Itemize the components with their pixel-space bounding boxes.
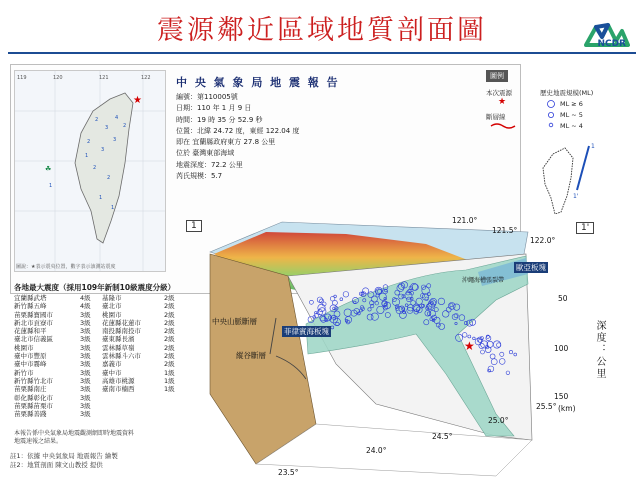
intensity-station: 花蓮縣花蓮市 xyxy=(102,318,141,327)
section-corner-right: 1' xyxy=(576,222,594,234)
intensity-station: 苗栗縣寶國市 xyxy=(14,310,53,319)
intensity-level: 2級 xyxy=(164,360,175,369)
svg-text:★: ★ xyxy=(133,95,142,106)
svg-text:3: 3 xyxy=(113,137,117,143)
intensity-station: 臺中市 xyxy=(102,368,122,377)
svg-text:2: 2 xyxy=(123,123,127,129)
intensity-level: 3級 xyxy=(80,310,91,319)
intensity-level: 3級 xyxy=(80,393,91,402)
intensity-row xyxy=(14,394,186,402)
intensity-station: 臺北市 xyxy=(102,302,122,311)
intensity-station: 雲林縣草嶺 xyxy=(102,343,135,352)
intensity-station: 南投縣南投市 xyxy=(102,327,141,336)
intensity-level: 2級 xyxy=(164,335,175,344)
depth-axis-label: 深度：公里 xyxy=(594,320,605,380)
intensity-row xyxy=(14,402,186,410)
label-eurasian-plate: 歐亞板塊 xyxy=(516,263,546,272)
label-okinawa-trough: 沖繩海槽張裂帶 xyxy=(462,277,505,284)
intensity-station xyxy=(102,402,164,410)
intensity-station: 苗栗縣苗栗市 xyxy=(14,401,53,410)
lon-tick: 122.0° xyxy=(530,236,556,245)
intensity-level: 3級 xyxy=(80,327,91,336)
report-note xyxy=(14,430,134,446)
svg-text:1: 1 xyxy=(111,205,115,211)
intensity-level: 3級 xyxy=(80,401,91,410)
intensity-station xyxy=(102,410,164,418)
intensity-row xyxy=(14,369,186,377)
intensity-station: 宜蘭縣武塔 xyxy=(14,294,47,302)
intensity-station: 新竹縣竹北市 xyxy=(14,376,53,385)
intensity-row xyxy=(14,344,186,352)
svg-text:3: 3 xyxy=(105,125,109,131)
svg-text:119: 119 xyxy=(17,75,27,81)
epicenter-map xyxy=(14,70,166,272)
intensity-level: 3級 xyxy=(80,376,91,385)
logo-text: NCDR xyxy=(597,39,626,49)
intensity-table xyxy=(14,294,186,418)
report-line: 即在 宜蘭縣政府東方 27.8 公里 xyxy=(176,138,276,147)
intensity-level: 2級 xyxy=(164,343,175,352)
intensity-level: 3級 xyxy=(80,318,91,327)
legend-history-title: 歷史地震規模(ML) xyxy=(540,89,594,97)
lon-tick: 121.5° xyxy=(492,226,518,235)
credits xyxy=(10,452,118,469)
intensity-row xyxy=(14,319,186,327)
svg-text:1: 1 xyxy=(49,183,53,189)
intensity-station: 臺南市楠西 xyxy=(102,385,135,394)
svg-text:121: 121 xyxy=(99,75,109,81)
intensity-level: 1級 xyxy=(164,385,175,394)
intensity-level: 2級 xyxy=(164,310,175,319)
svg-text:120: 120 xyxy=(53,75,63,81)
intensity-level: 2級 xyxy=(164,327,175,336)
fault-line-icon xyxy=(490,122,516,130)
legend-fault-label: 斷層線 xyxy=(486,113,506,121)
inset-top-label: 1 xyxy=(591,143,595,150)
intensity-station: 新竹市 xyxy=(14,368,34,377)
intensity-station: 桃園市 xyxy=(102,310,122,319)
svg-text:1: 1 xyxy=(85,153,89,159)
svg-text:2: 2 xyxy=(107,175,111,181)
intensity-row xyxy=(14,335,186,343)
report-line: 地震深度：72.2 公里 xyxy=(176,160,243,169)
intensity-level: 3級 xyxy=(80,335,91,344)
section-corner-left: 1 xyxy=(186,220,202,232)
intensity-station xyxy=(102,394,164,402)
lat-tick: 24.0° xyxy=(366,446,387,455)
report-line: 位於 臺灣東部海域 xyxy=(176,149,235,158)
intensity-row xyxy=(14,311,186,319)
intensity-station: 苗栗縣善踐 xyxy=(14,410,47,419)
intensity-station: 桃園市 xyxy=(14,343,34,352)
lon-tick: 121.0° xyxy=(452,216,478,225)
magnitude-circles-icon xyxy=(546,99,556,133)
legend-mag-item: ML ~ 4 xyxy=(560,122,583,130)
intensity-level: 3級 xyxy=(80,343,91,352)
intensity-level: 4級 xyxy=(80,302,91,311)
lat-tick: 24.5° xyxy=(432,432,453,441)
note-line: 本報告係中央氣象局地震觀測網即時地震資料 xyxy=(14,430,135,437)
intensity-station: 臺中市豐原 xyxy=(14,352,47,361)
intensity-row xyxy=(14,410,186,418)
intensity-row xyxy=(14,385,186,393)
svg-text:3: 3 xyxy=(101,147,105,153)
intensity-level: 1級 xyxy=(164,368,175,377)
label-philippine-plate: 菲律賓海板塊 xyxy=(284,327,329,336)
intensity-station: 新竹縣五峰 xyxy=(14,302,47,311)
lat-tick: 25.0° xyxy=(488,416,509,425)
svg-text:2: 2 xyxy=(87,139,91,145)
intensity-station: 苗栗縣南庄 xyxy=(14,385,47,394)
intensity-level: 4級 xyxy=(80,294,91,302)
depth-tick: 150 xyxy=(554,392,569,401)
intensity-station: 雲林縣斗六市 xyxy=(102,352,141,361)
intensity-level: 2級 xyxy=(164,302,175,311)
intensity-title: 各地最大震度（採用109年新制10級震度分級） xyxy=(14,283,176,292)
geological-block-diagram xyxy=(196,214,576,482)
intensity-level: 2級 xyxy=(164,294,175,302)
svg-text:122: 122 xyxy=(141,75,151,81)
report-line: 編號：第110005號 xyxy=(176,93,238,101)
legend-heading: 圖例 xyxy=(486,70,508,82)
intensity-level: 3級 xyxy=(80,368,91,377)
epicenter-star-icon: ★ xyxy=(464,339,475,353)
intensity-level xyxy=(164,402,186,410)
intensity-station: 彰化縣彰化市 xyxy=(14,393,53,402)
section-line-inset-map xyxy=(533,140,608,220)
intensity-station: 臺中市霧峰 xyxy=(14,360,47,369)
inset-bottom-label: 1' xyxy=(573,193,579,200)
page-title: 震源鄰近區域地質剖面圖 xyxy=(157,15,487,46)
svg-text:2: 2 xyxy=(95,117,99,123)
intensity-level xyxy=(164,410,186,418)
note-line: 地震速報之結果。 xyxy=(14,438,63,445)
km-unit-label: (km) xyxy=(558,404,576,413)
intensity-level: 3級 xyxy=(80,410,91,419)
report-line: 日期：110 年 1 月 9 日 xyxy=(176,104,252,113)
intensity-station: 新北市貢寮市 xyxy=(14,318,53,327)
report-line: 位置：北緯 24.72 度，東經 122.04 度 xyxy=(176,126,300,135)
title-rule xyxy=(8,52,636,54)
intensity-station: 嘉義市 xyxy=(102,360,122,369)
report-line: 芮氏規模：5.7 xyxy=(176,172,223,181)
depth-tick: 100 xyxy=(554,344,569,353)
intensity-level: 3級 xyxy=(80,385,91,394)
intensity-station: 臺東縣長濱 xyxy=(102,335,135,344)
intensity-station: 花蓮縣和平 xyxy=(14,327,47,336)
intensity-station: 臺北市信義區 xyxy=(14,335,53,344)
svg-text:1: 1 xyxy=(99,195,103,201)
intensity-level: 2級 xyxy=(164,352,175,361)
label-central-range-fault: 中央山脈斷層 xyxy=(212,317,257,326)
credit-line: 註1：依據 中央氣象局 地震報告 繪製 xyxy=(10,452,118,460)
svg-text:4: 4 xyxy=(115,115,119,121)
intensity-level xyxy=(164,394,186,402)
intensity-row xyxy=(14,360,186,368)
map-caption: 圖說：★表示震央位置，數字表示該測站震度 xyxy=(16,264,116,270)
label-longitudinal-valley-fault: 縱谷斷層 xyxy=(236,351,266,360)
intensity-level: 2級 xyxy=(164,318,175,327)
report-line: 時間：19 時 35 分 52.9 秒 xyxy=(176,115,263,124)
lat-tick: 25.5° xyxy=(536,402,557,411)
intensity-station: 基隆市 xyxy=(102,294,122,302)
legend-mag-item: ML ≥ 6 xyxy=(560,100,583,108)
intensity-level: 3級 xyxy=(80,352,91,361)
report-details xyxy=(176,92,299,182)
report-title: 中 央 氣 象 局 地 震 報 告 xyxy=(176,76,340,89)
intensity-row xyxy=(14,302,186,310)
legend-epicenter-label: 本次震源 xyxy=(486,89,512,97)
lat-tick: 23.5° xyxy=(278,468,299,477)
credit-line: 註2：地質剖面 陳文山教授 提供 xyxy=(10,460,103,469)
svg-text:☘: ☘ xyxy=(45,165,52,173)
star-icon: ★ xyxy=(498,97,507,107)
intensity-station: 高雄市桃源 xyxy=(102,376,135,385)
legend-mag-item: ML ~ 5 xyxy=(560,111,583,119)
intensity-level: 3級 xyxy=(80,360,91,369)
intensity-level: 1級 xyxy=(164,376,175,385)
depth-tick: 50 xyxy=(558,294,568,303)
svg-text:2: 2 xyxy=(93,165,97,171)
